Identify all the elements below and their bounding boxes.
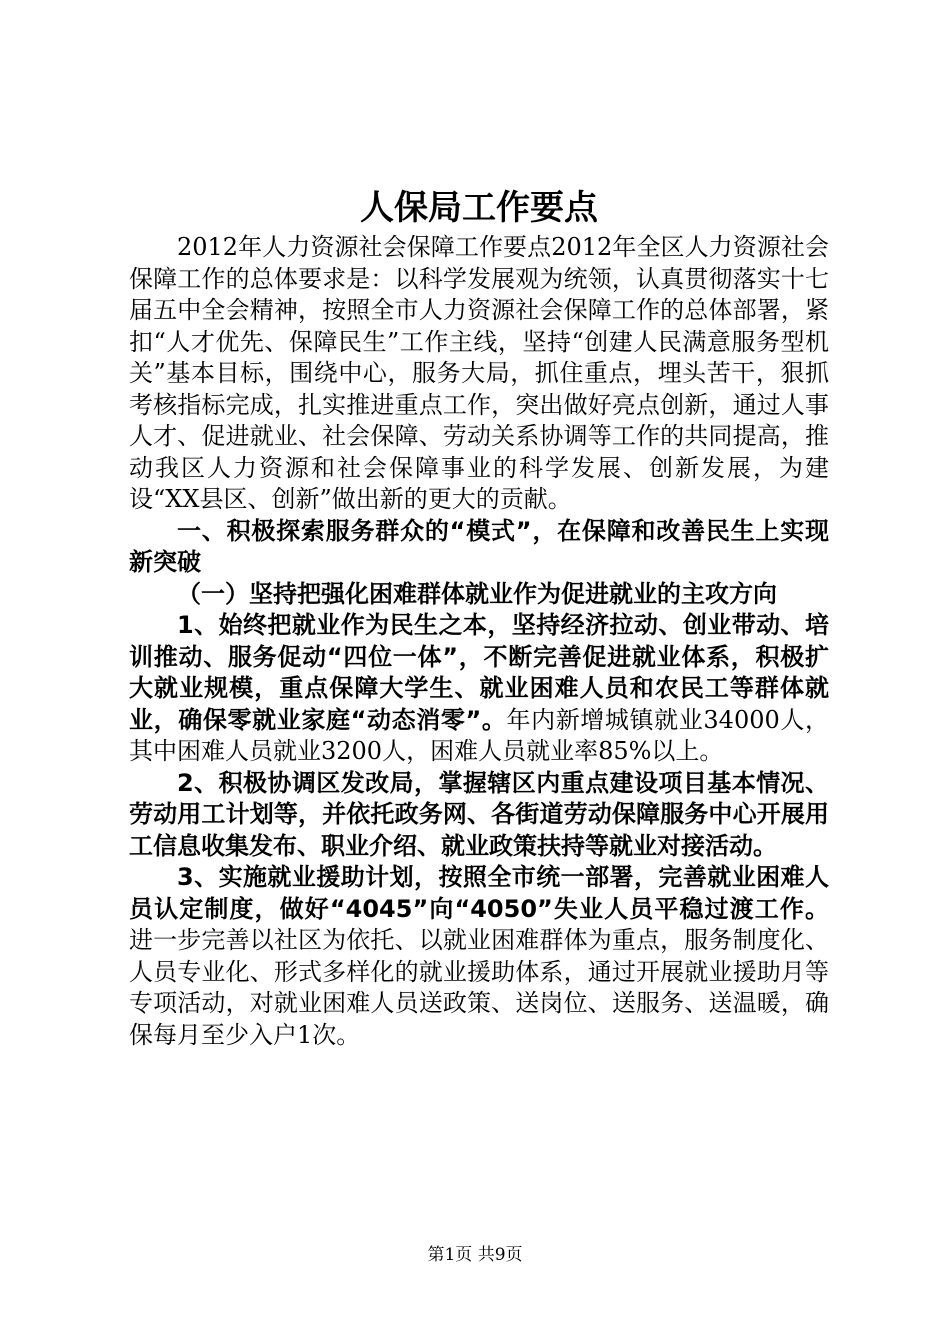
document-title: 人保局工作要点	[360, 188, 598, 228]
item-3-paragraph	[129, 862, 829, 1051]
item-3-bold-text: 3、实施就业援助计划，按照全市统一部署，完善就业困难人员认定制度，做好“4045”向“4050”失业人员平稳过渡工作。	[129, 863, 829, 923]
item-1-paragraph	[129, 610, 829, 768]
item-1-regular-text: 年内新增城镇就业34000人，其中困难人员就业3200人，困难人员就业率85%以上。	[129, 705, 829, 765]
section-heading: 一、积极探索服务群众的“模式”，在保障和改善民生上实现新突破	[129, 516, 829, 576]
item-1-bold-text: 1、始终把就业作为民生之本，坚持经济拉动、创业带动、培训推动、服务促动“四位一体”，不断完善促进就业体系，积极扩大就业规模，重点保障大学生、就业困难人员和农民工等群体就业，确保零就业家庭“动态消零”。	[129, 611, 829, 734]
document-body	[129, 188, 829, 1051]
intro-paragraph: 2012年人力资源社会保障工作要点2012年全区人力资源社会保障工作的总体要求是：以科学发展观为统领，认真贯彻落实十七届五中全会精神，按照全市人力资源社会保障工作的总体部署，紧扣“人才优先、保障民生”工作主线，坚持“创建人民满意服务型机关”基本目标，围绕中心，服务大局，抓住重点，埋头苦干，狠抓考核指标完成，扎实推进重点工作，突出做好亮点创新，通过人事人才、促进就业、社会保障、劳动关系协调等工作的共同提高，推动我区人力资源和社会保障事业的科学发展、创新发展，为建设“XX县区、创新”做出新的更大的贡献。	[129, 233, 829, 513]
item-2-paragraph	[129, 768, 829, 863]
item-3-regular-text: 进一步完善以社区为依托、以就业困难群体为重点，服务制度化、人员专业化、形式多样化的就业援助体系，通过开展就业援助月等专项活动，对就业困难人员送政策、送岗位、送服务、送温暖，确保每月至少入户1次。	[129, 926, 829, 1049]
subsection-heading: （一）坚持把强化困难群体就业作为促进就业的主攻方向	[177, 579, 777, 608]
page-number-footer: 第1页 共9页	[427, 1245, 523, 1265]
item-2-bold-text: 2、积极协调区发改局，掌握辖区内重点建设项目基本情况、劳动用工计划等，并依托政务网、各街道劳动保障服务中心开展用工信息收集发布、职业介绍、就业政策扶持等就业对接活动。	[129, 768, 829, 860]
